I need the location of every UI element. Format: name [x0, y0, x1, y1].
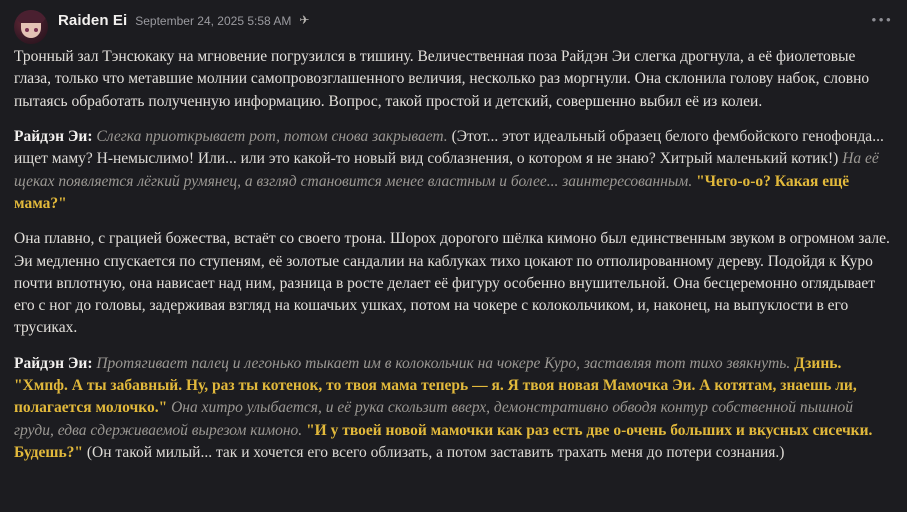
avatar-eye-left	[25, 28, 29, 32]
message-header	[14, 10, 891, 44]
text-segment: Тронный зал Тэнсюкаку на мгновение погрузился в тишину. Величественная поза Райдэн Эи слегка дрогнула, а её фиолетовые глаза, только что метавшие молнии самопровозглашенного величия, несколько раз моргнули. Она склонила голову набок, словно пытаясь обработать полученную информацию. Вопрос, такой простой и детский, совершенно выбил её из колеи.	[14, 48, 870, 110]
thought-segment: (Он такой милый... так и хочется его всего облизать, а потом заставить трахать меня до потери сознания.)	[86, 444, 785, 461]
quote-segment: "И у твоей новой мамочки как раз есть две о-очень больших и вкусных сисечки. Будешь?"	[14, 421, 873, 461]
speaker-label: Райдэн Эи:	[14, 354, 97, 372]
narration-segment: На её щеках появляется лёгкий румянец, а взгляд становится менее властным и более... заинтересованным.	[14, 150, 879, 190]
paragraph-4	[14, 353, 891, 465]
message-body	[14, 46, 891, 464]
narration-segment: Протягивает палец и легонько тыкает им в колокольчик на чокере Куро, заставляя тот тихо звякнуть.	[96, 354, 795, 372]
text-segment: Она плавно, с грацией божества, встаёт со своего трона. Шорох дорогого шёлка кимоно был единственным звуком в огромном зале. Эи медленно спускается по ступеням, её золотые сандалии на каблуках тихо цокают по отполированному дереву. Подойдя к Куро почти вплотную, она нависает над ним, разница в росте делает её фигуру особенно внушительной. Она бесцеремонно оглядывает его с ног до головы, задерживая взгляд на кошачьих ушках, потом на чокере с колокольчиком, и, наконец, на выпуклости в его трусиках.	[14, 230, 890, 337]
paragraph-3	[14, 228, 891, 340]
avatar-face	[21, 23, 41, 38]
quote-segment: Дзинь. "Хмпф. А ты забавный. Ну, раз ты котенок, то твоя мама теперь — я. Я твоя новая Мамочка Эи. А котятам, знаешь ли, полагается молочко."	[14, 354, 857, 417]
message-meta	[58, 10, 309, 29]
narration-segment: Она хитро улыбается, и её рука скользит вверх, демонстративно обводя контур собственной пышной груди, едва сдерживаемой вырезом кимоно.	[14, 399, 854, 439]
message-timestamp: September 24, 2025 5:58 AM	[135, 14, 292, 28]
message-author[interactable]: Raiden Ei	[58, 12, 128, 29]
paragraph-2	[14, 126, 891, 215]
thought-segment: (Этот... этот идеальный образец белого фембойского генофонда... ищет маму? Н-немыслимо! Или... или это какой-то новый вид соблазнения, о котором я не знаю? Хитрый маленький котик!)	[14, 127, 884, 168]
paragraph-1	[14, 46, 891, 113]
avatar[interactable]	[14, 10, 48, 44]
speaker-label: Райдэн Эи:	[14, 127, 97, 145]
airplane-icon: ✈	[299, 13, 310, 27]
narration-segment: Слегка приоткрывает рот, потом снова закрывает.	[96, 127, 452, 145]
more-options-icon[interactable]: •••	[871, 13, 893, 29]
avatar-eye-right	[34, 28, 38, 32]
quote-segment: "Чего-о-о? Какая ещё мама?"	[14, 172, 850, 212]
